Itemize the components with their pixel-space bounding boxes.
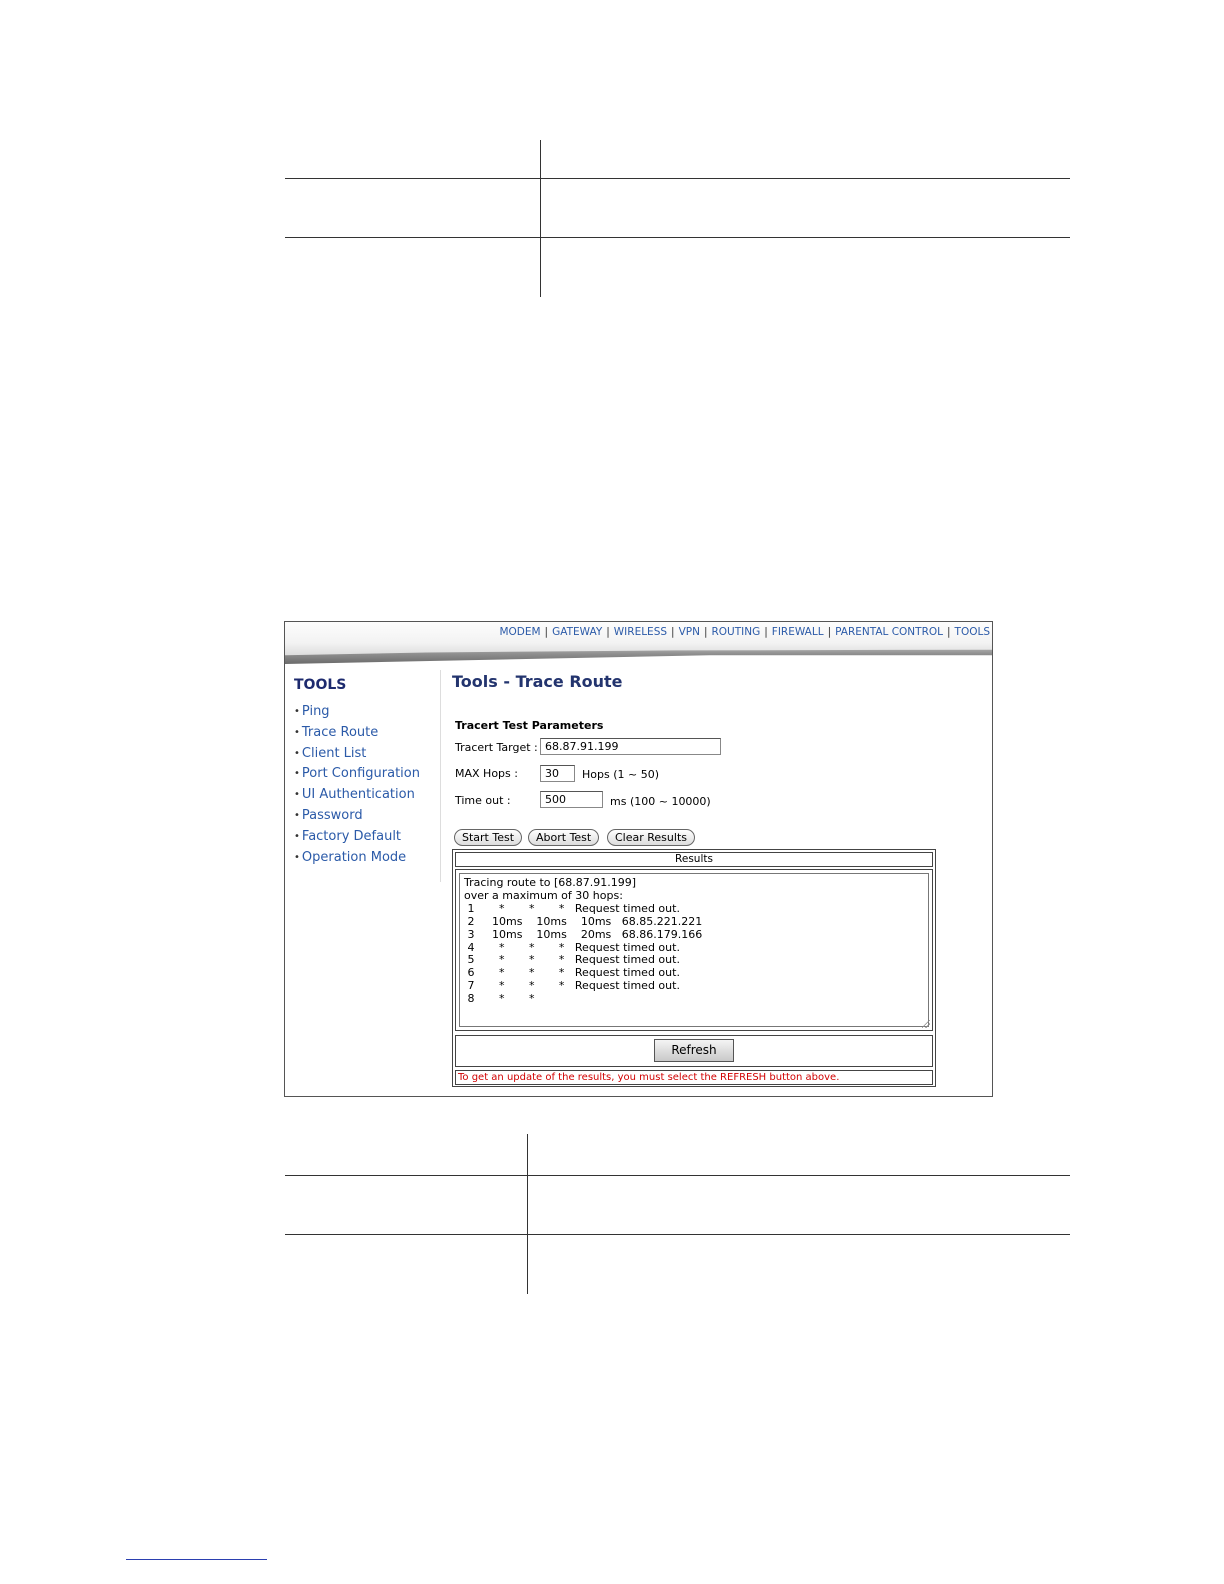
bullet-icon: •: [294, 809, 300, 821]
sidebar-item-label: Port Configuration: [301, 766, 420, 782]
router-ui-screenshot: [284, 621, 993, 1097]
bullet-icon: •: [294, 789, 300, 801]
timeout-input[interactable]: 500: [540, 791, 603, 808]
results-textarea[interactable]: Tracing route to [68.87.91.199] over a maximum of 30 hops: 1 * * * Request timed out. 2 10ms 10ms 10ms 68.85.221.221 3 10ms 10ms 20ms 68.86.179.166 4 * * * Request timed out. 5 * * * Request timed out. 6 * * * Request timed out. 7 * * * Request timed out. 8 * *: [459, 873, 929, 1027]
doc-table-top-row-rule-2: [285, 237, 1070, 238]
refresh-note: To get an update of the results, you must select the REFRESH button above.: [455, 1070, 933, 1085]
nav-separator: |: [606, 626, 610, 638]
doc-table-top-divider: [540, 140, 541, 297]
nav-separator: |: [827, 626, 832, 638]
timeout-hint: ms (100 ~ 10000): [610, 795, 711, 808]
params-section-title: Tracert Test Parameters: [455, 719, 604, 732]
sidebar: [285, 664, 441, 884]
nav-link-firewall[interactable]: FIREWALL: [771, 626, 824, 638]
bullet-icon: •: [294, 830, 300, 842]
nav-link-wireless[interactable]: WIRELESS: [613, 626, 668, 638]
doc-table-top-row-rule-1: [285, 178, 1070, 179]
sidebar-item-operation-mode[interactable]: [294, 850, 420, 871]
bullet-icon: •: [294, 747, 300, 759]
sidebar-item-label: Password: [301, 807, 363, 823]
nav-link-modem[interactable]: MODEM: [499, 626, 541, 638]
tracert-target-label: Tracert Target :: [455, 741, 538, 754]
bullet-icon: •: [294, 706, 300, 717]
sidebar-item-password[interactable]: [294, 808, 420, 829]
sidebar-menu: [294, 704, 420, 870]
nav-separator: |: [544, 626, 549, 638]
doc-table-bottom-divider: [527, 1134, 528, 1294]
sidebar-item-client-list[interactable]: [294, 746, 420, 767]
sidebar-item-port-configuration[interactable]: [294, 766, 420, 787]
max-hops-input[interactable]: 30: [540, 765, 575, 782]
nav-link-vpn[interactable]: VPN: [678, 626, 700, 638]
sidebar-item-label: Client List: [301, 745, 367, 761]
nav-separator: |: [703, 626, 708, 638]
results-area-frame: [455, 869, 933, 1031]
sidebar-item-ui-authentication[interactable]: [294, 787, 420, 808]
sidebar-item-label: Operation Mode: [301, 849, 407, 865]
refresh-button[interactable]: Refresh: [654, 1039, 734, 1062]
results-header: Results: [455, 852, 933, 867]
bullet-icon: •: [294, 851, 300, 863]
sidebar-item-label: Factory Default: [301, 828, 402, 844]
max-hops-hint: Hops (1 ~ 50): [582, 768, 659, 781]
nav-separator: |: [764, 626, 768, 638]
bullet-icon: •: [294, 768, 300, 780]
clear-results-button[interactable]: Clear Results: [607, 829, 695, 846]
nav-link-tools[interactable]: TOOLS: [954, 626, 990, 638]
sidebar-divider: [440, 670, 441, 882]
nav-link-parental-control[interactable]: PARENTAL CONTROL: [835, 626, 943, 638]
footer-rule: [126, 1559, 267, 1560]
start-test-button[interactable]: Start Test: [454, 829, 522, 846]
refresh-row: [455, 1035, 933, 1067]
doc-table-bottom-row-rule-2: [285, 1234, 1070, 1235]
sidebar-item-trace-route[interactable]: [294, 725, 420, 746]
sidebar-item-label: Ping: [301, 704, 330, 719]
max-hops-label: MAX Hops :: [455, 767, 518, 780]
sidebar-item-factory-default[interactable]: [294, 829, 420, 850]
results-panel: [452, 849, 936, 1087]
bullet-icon: •: [294, 726, 300, 738]
nav-link-routing[interactable]: ROUTING: [711, 626, 761, 638]
sidebar-title: TOOLS: [294, 677, 347, 693]
top-nav-links: [499, 626, 990, 638]
nav-separator: |: [946, 626, 951, 638]
sidebar-item-label: UI Authentication: [301, 787, 415, 803]
abort-test-button[interactable]: Abort Test: [528, 829, 599, 846]
nav-separator: |: [671, 626, 675, 638]
tracert-target-input[interactable]: 68.87.91.199: [540, 738, 721, 755]
resize-grip-icon[interactable]: [922, 1020, 930, 1028]
sidebar-item-label: Trace Route: [301, 724, 379, 740]
nav-link-gateway[interactable]: GATEWAY: [552, 626, 603, 638]
sidebar-item-ping[interactable]: [294, 704, 420, 725]
page-title: Tools - Trace Route: [452, 672, 623, 691]
timeout-label: Time out :: [455, 794, 511, 807]
doc-table-bottom-row-rule-1: [285, 1175, 1070, 1176]
top-nav-bar: [285, 622, 992, 644]
